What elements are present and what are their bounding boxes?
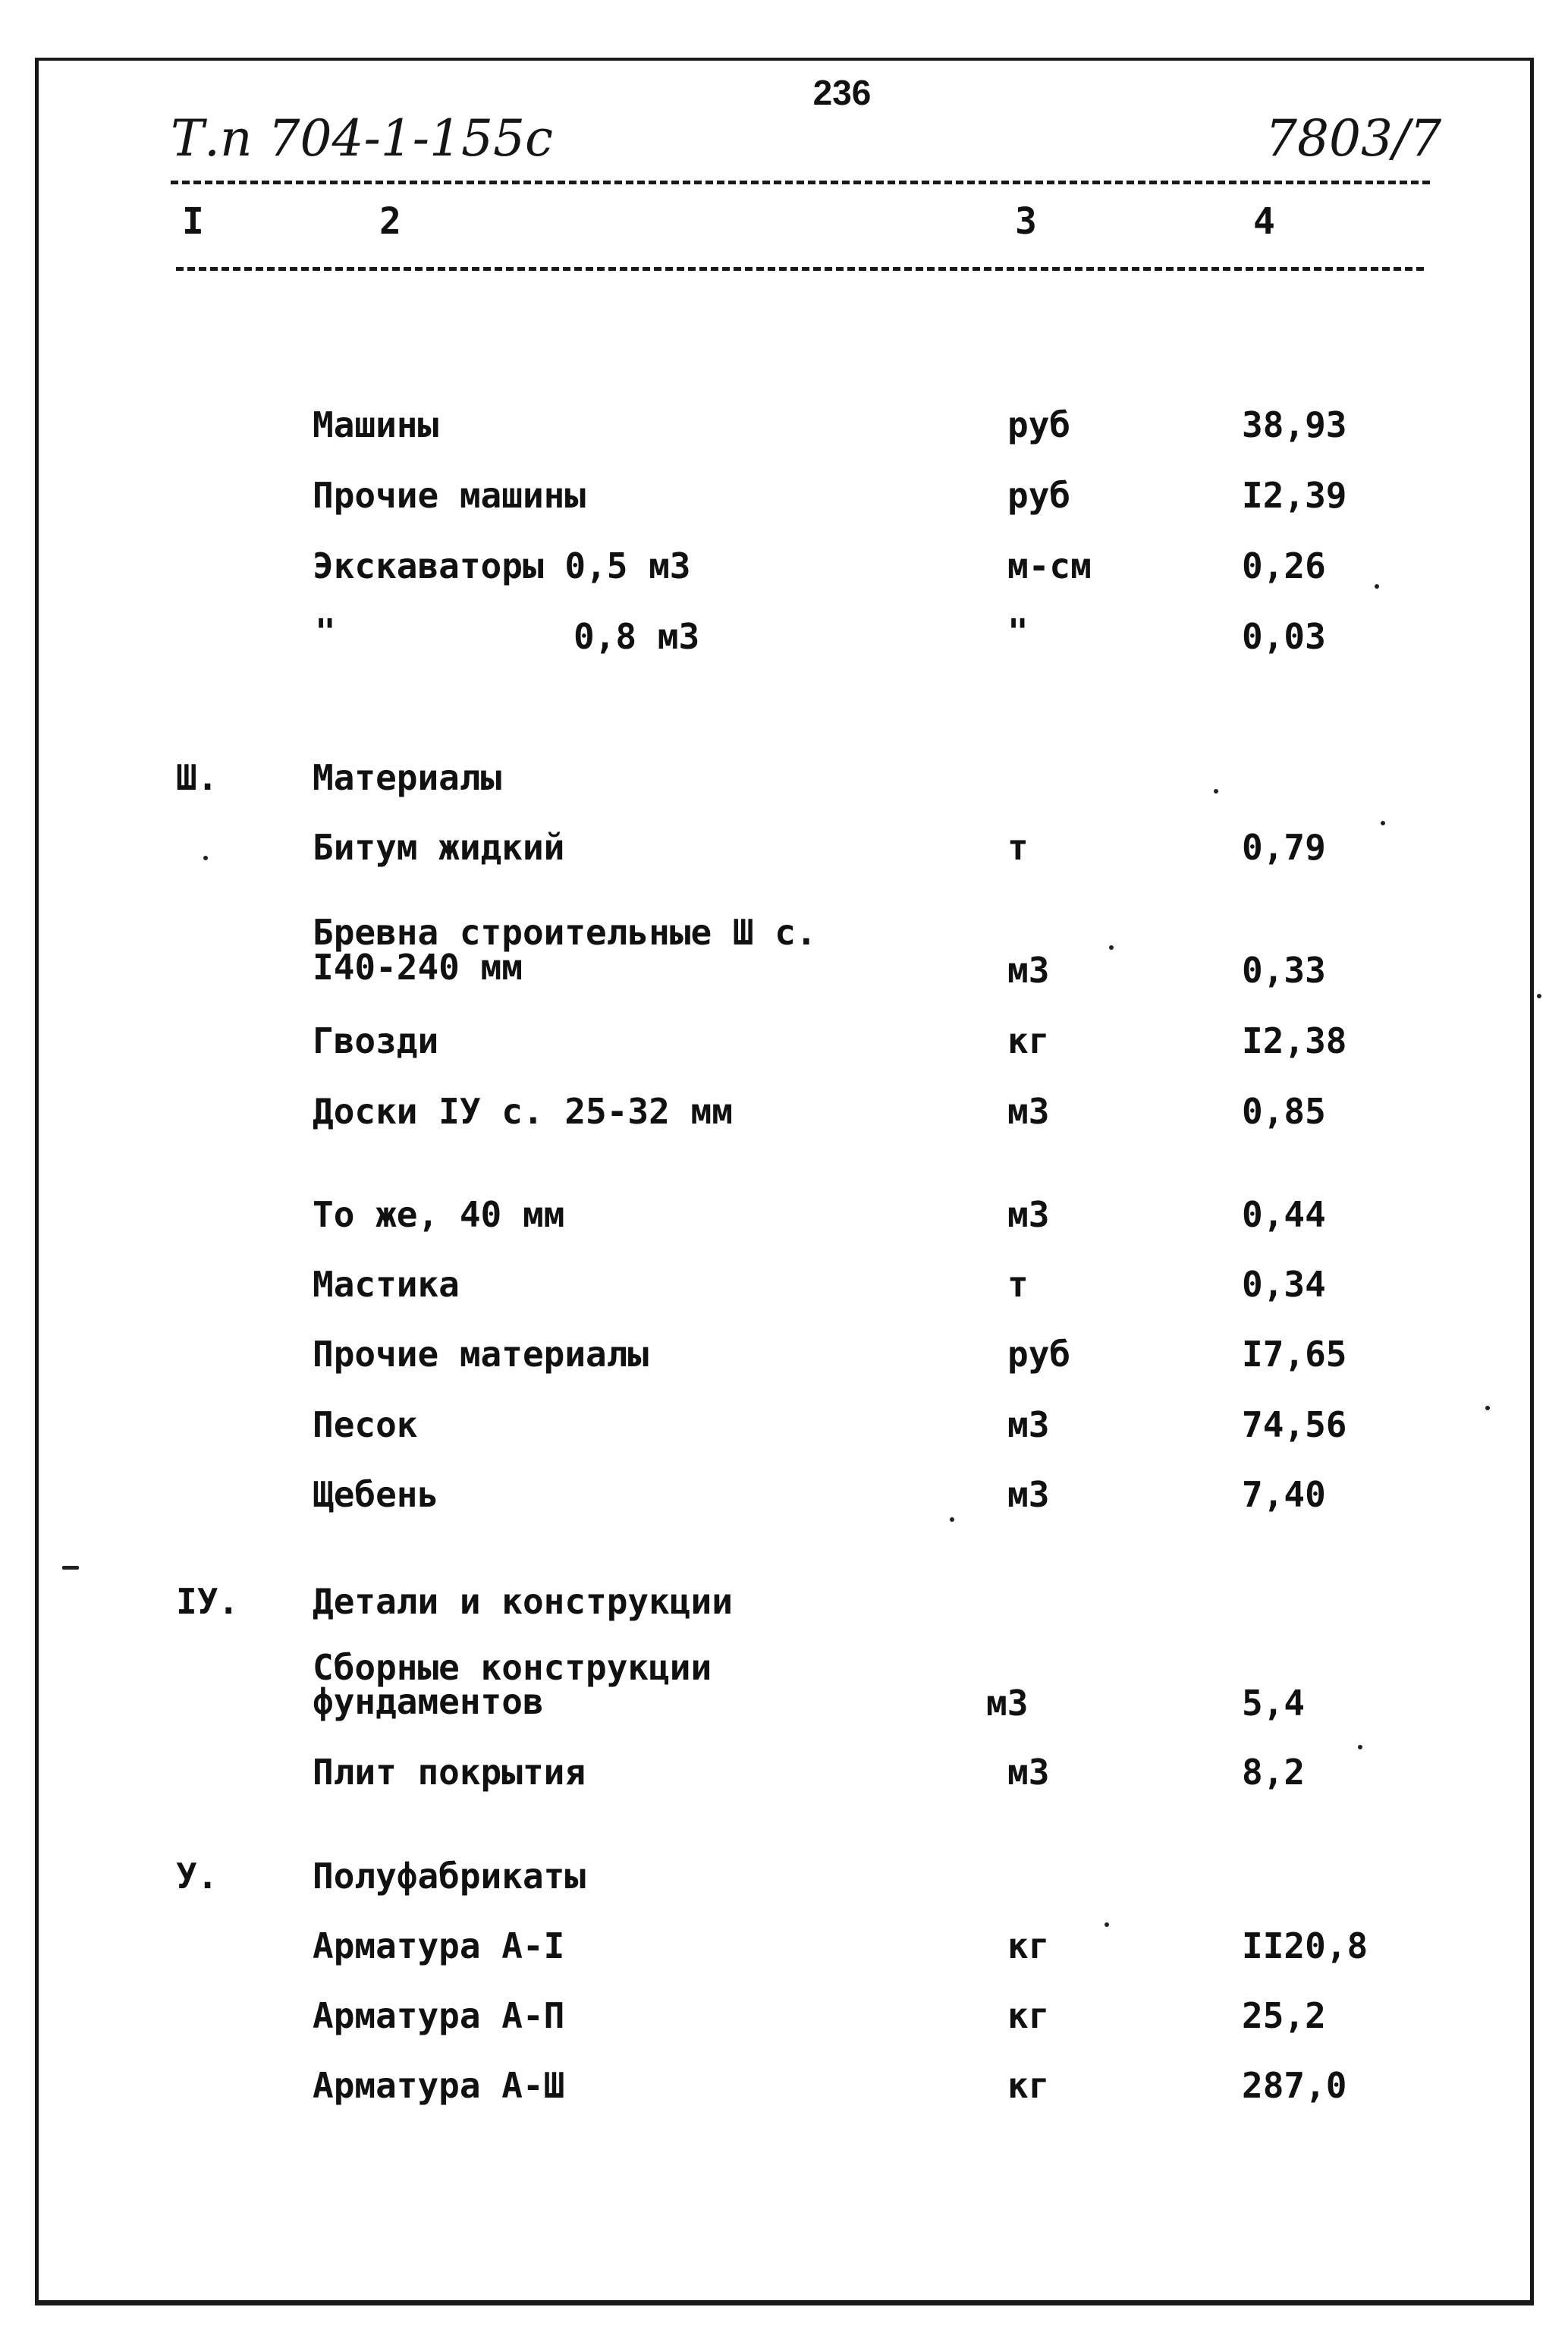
- row-unit: т: [1007, 827, 1029, 868]
- column-header-3: 3: [1015, 200, 1037, 243]
- row-name: Песок: [313, 1404, 418, 1445]
- row-unit: м3: [1007, 1404, 1050, 1445]
- section-number: У.: [176, 1856, 218, 1897]
- row-unit: ": [1007, 611, 1029, 652]
- column-header-separator: [176, 267, 1424, 271]
- scan-speck: [1485, 1406, 1490, 1410]
- scan-speck: [62, 1566, 79, 1570]
- row-unit: кг: [1007, 1020, 1050, 1061]
- column-header-4: 4: [1253, 200, 1275, 243]
- row-name: Доски IУ с. 25-32 мм: [313, 1091, 733, 1132]
- row-quantity: 38,93: [1242, 404, 1347, 445]
- row-name-line-2: фундаментов: [313, 1681, 544, 1722]
- row-unit: руб: [1007, 404, 1071, 445]
- section-number: Ш.: [176, 757, 218, 798]
- row-quantity: 74,56: [1242, 1404, 1347, 1445]
- ditto-mark: ": [315, 611, 336, 652]
- row-unit: руб: [1007, 1334, 1071, 1375]
- row-name: Арматура А-Ш: [313, 2065, 565, 2106]
- row-name-line-1: Бревна строительные Ш с.: [313, 912, 817, 953]
- column-header-1: I: [182, 200, 204, 243]
- document-code-right: 7803/7: [1265, 109, 1442, 168]
- row-name: Гвозди: [313, 1020, 439, 1061]
- scan-speck: [1537, 994, 1541, 998]
- column-header-2: 2: [379, 200, 401, 243]
- row-name: Экскаваторы 0,5 м3: [313, 545, 691, 586]
- row-quantity: II20,8: [1242, 1925, 1368, 1966]
- row-name: Битум жидкий: [313, 827, 565, 868]
- row-quantity: 5,4: [1242, 1683, 1306, 1724]
- page-frame: [35, 58, 1534, 2305]
- row-unit: м3: [1007, 950, 1050, 991]
- page-number: 236: [789, 62, 895, 123]
- row-unit: м3: [1007, 1752, 1050, 1793]
- row-quantity: I7,65: [1242, 1334, 1347, 1375]
- row-quantity: 0,85: [1242, 1091, 1326, 1132]
- row-name: Щебень: [313, 1474, 439, 1515]
- section-title: Материалы: [313, 757, 502, 798]
- scan-speck: [950, 1517, 954, 1522]
- scan-speck: [1105, 1922, 1109, 1927]
- row-name-line-1: Сборные конструкции: [313, 1647, 712, 1688]
- row-unit: м-см: [1007, 545, 1092, 586]
- row-name: Плит покрытия: [313, 1752, 586, 1793]
- row-name: Прочие материалы: [313, 1334, 649, 1375]
- scan-speck: [1109, 945, 1114, 950]
- row-quantity: 25,2: [1242, 1995, 1326, 2036]
- row-quantity: 0,26: [1242, 545, 1326, 586]
- row-name: То же, 40 мм: [313, 1194, 565, 1235]
- row-unit: м3: [1007, 1474, 1050, 1515]
- scan-speck: [1375, 584, 1379, 589]
- row-name: 0,8 м3: [573, 616, 700, 657]
- row-name: Прочие машины: [313, 475, 586, 516]
- scan-speck: [203, 856, 208, 860]
- row-name: Арматура А-П: [313, 1995, 565, 2036]
- row-quantity: 7,40: [1242, 1474, 1326, 1515]
- section-title: Полуфабрикаты: [313, 1856, 586, 1897]
- section-number: IУ.: [176, 1581, 240, 1622]
- scan-speck: [1358, 1745, 1362, 1749]
- row-quantity: I2,39: [1242, 475, 1347, 516]
- scan-speck: [1381, 821, 1385, 825]
- row-name: Мастика: [313, 1264, 460, 1305]
- document-code-left: Т.п 704-1-155с: [171, 109, 553, 168]
- row-quantity: 0,44: [1242, 1194, 1326, 1235]
- row-quantity: I2,38: [1242, 1020, 1347, 1061]
- row-unit: т: [1007, 1264, 1029, 1305]
- row-quantity: 0,79: [1242, 827, 1326, 868]
- section-title: Детали и конструкции: [313, 1581, 733, 1622]
- row-quantity: 8,2: [1242, 1752, 1306, 1793]
- row-unit: м3: [1007, 1091, 1050, 1132]
- row-quantity: 0,34: [1242, 1264, 1326, 1305]
- row-unit: кг: [1007, 1995, 1050, 2036]
- row-name: Машины: [313, 404, 439, 445]
- row-quantity: 287,0: [1242, 2065, 1347, 2106]
- row-unit: кг: [1007, 1925, 1050, 1966]
- row-unit: кг: [1007, 2065, 1050, 2106]
- header-dashed-line: [171, 181, 1430, 184]
- scan-speck: [1214, 789, 1218, 794]
- row-name-line-2: I40-240 мм: [313, 947, 523, 988]
- row-name: Арматура А-I: [313, 1925, 565, 1966]
- row-unit: м3: [1007, 1194, 1050, 1235]
- row-unit: м3: [986, 1683, 1029, 1724]
- row-quantity: 0,03: [1242, 616, 1326, 657]
- row-unit: руб: [1007, 475, 1071, 516]
- row-quantity: 0,33: [1242, 950, 1326, 991]
